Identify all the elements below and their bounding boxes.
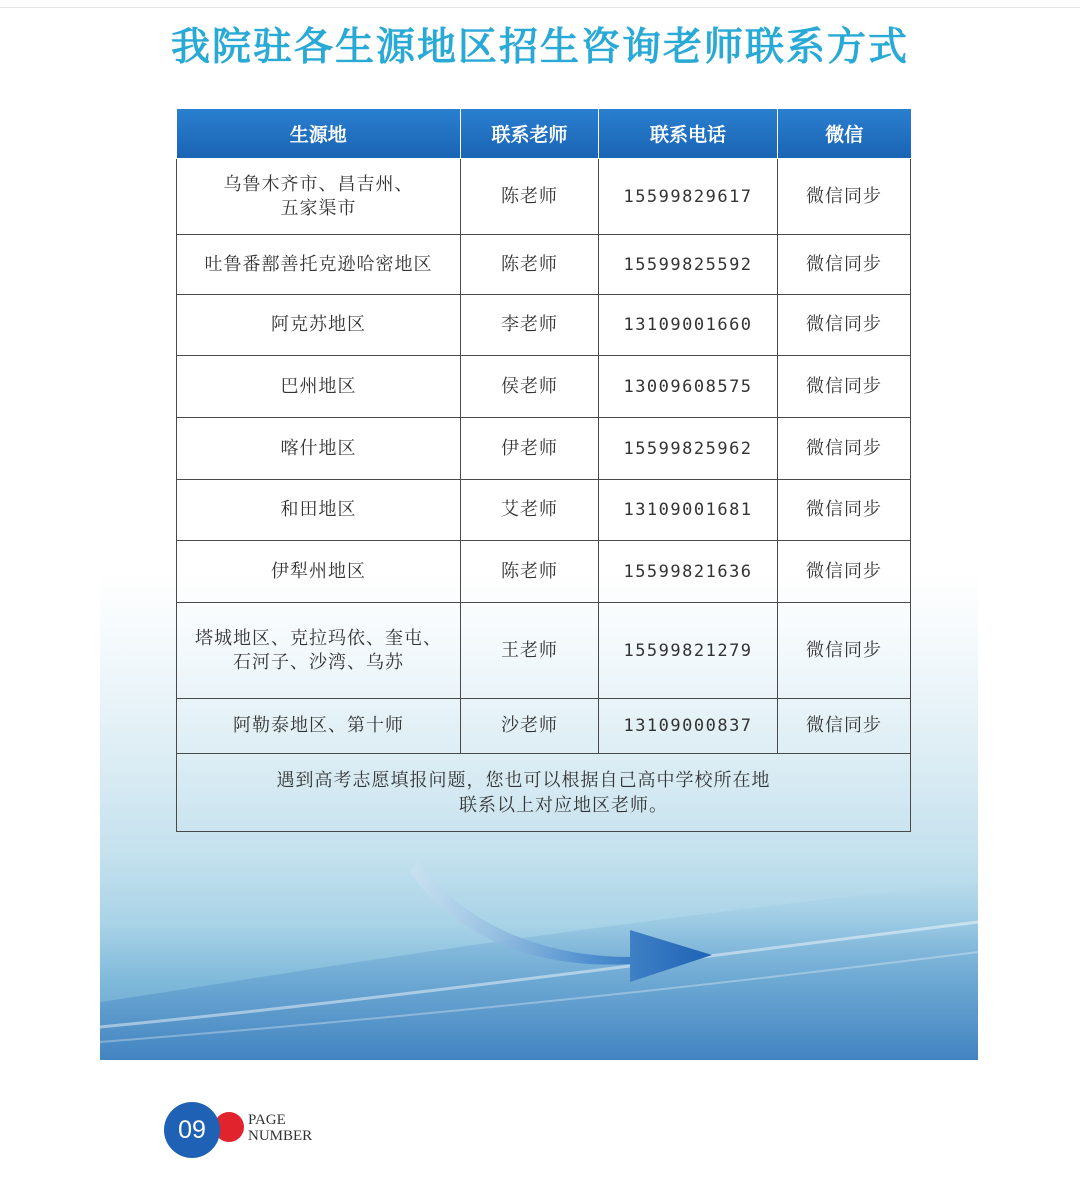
contact-table xyxy=(176,109,911,832)
page-label-line-1: PAGE xyxy=(248,1112,286,1128)
teacher-cell: 沙老师 xyxy=(461,699,599,754)
table-row xyxy=(177,295,911,356)
page-label xyxy=(248,1112,312,1144)
table-row xyxy=(177,418,911,480)
header-phone: 联系电话 xyxy=(599,109,778,159)
phone-cell: 15599825962 xyxy=(599,418,778,480)
header-wechat: 微信 xyxy=(778,109,911,159)
region-cell: 阿克苏地区 xyxy=(177,295,461,356)
table-row xyxy=(177,603,911,699)
table-header-row xyxy=(177,109,911,159)
wechat-cell: 微信同步 xyxy=(778,356,911,418)
teacher-cell: 陈老师 xyxy=(461,159,599,235)
teacher-cell: 侯老师 xyxy=(461,356,599,418)
region-cell: 伊犁州地区 xyxy=(177,541,461,603)
header-region: 生源地 xyxy=(177,109,461,159)
region-cell: 塔城地区、克拉玛依、奎屯、 石河子、沙湾、乌苏 xyxy=(177,603,461,699)
teacher-cell: 李老师 xyxy=(461,295,599,356)
wechat-cell: 微信同步 xyxy=(778,699,911,754)
phone-cell: 13009608575 xyxy=(599,356,778,418)
page-number: 09 xyxy=(164,1102,220,1158)
phone-cell: 13109000837 xyxy=(599,699,778,754)
region-cell: 和田地区 xyxy=(177,480,461,541)
region-cell: 阿勒泰地区、第十师 xyxy=(177,699,461,754)
phone-cell: 13109001681 xyxy=(599,480,778,541)
wechat-cell: 微信同步 xyxy=(778,159,911,235)
region-cell: 乌鲁木齐市、昌吉州、 五家渠市 xyxy=(177,159,461,235)
table-row xyxy=(177,541,911,603)
header-teacher: 联系老师 xyxy=(461,109,599,159)
table-row xyxy=(177,699,911,754)
top-divider xyxy=(0,7,1080,8)
region-cell: 巴州地区 xyxy=(177,356,461,418)
teacher-cell: 艾老师 xyxy=(461,480,599,541)
table-row xyxy=(177,159,911,235)
note-cell xyxy=(177,754,911,832)
phone-cell: 15599821279 xyxy=(599,603,778,699)
page-title: 我院驻各生源地区招生咨询老师联系方式 xyxy=(170,25,909,70)
wechat-cell: 微信同步 xyxy=(778,480,911,541)
teacher-cell: 陈老师 xyxy=(461,541,599,603)
phone-cell: 13109001660 xyxy=(599,295,778,356)
teacher-cell: 伊老师 xyxy=(461,418,599,480)
note-row xyxy=(177,754,911,832)
wechat-cell: 微信同步 xyxy=(778,541,911,603)
wechat-cell: 微信同步 xyxy=(778,418,911,480)
phone-cell: 15599821636 xyxy=(599,541,778,603)
note-line-2: 联系以上对应地区老师。 xyxy=(459,794,668,816)
region-cell: 喀什地区 xyxy=(177,418,461,480)
teacher-cell: 王老师 xyxy=(461,603,599,699)
note-line-1: 遇到高考志愿填报问题，您也可以根据自己高中学校所在地 xyxy=(276,769,771,791)
table-row xyxy=(177,356,911,418)
wechat-cell: 微信同步 xyxy=(778,295,911,356)
teacher-cell: 陈老师 xyxy=(461,235,599,295)
phone-cell: 15599825592 xyxy=(599,235,778,295)
wechat-cell: 微信同步 xyxy=(778,603,911,699)
wechat-cell: 微信同步 xyxy=(778,235,911,295)
region-cell: 吐鲁番鄯善托克逊哈密地区 xyxy=(177,235,461,295)
table-row xyxy=(177,480,911,541)
page-label-line-2: NUMBER xyxy=(248,1128,313,1144)
table-row xyxy=(177,235,911,295)
phone-cell: 15599829617 xyxy=(599,159,778,235)
